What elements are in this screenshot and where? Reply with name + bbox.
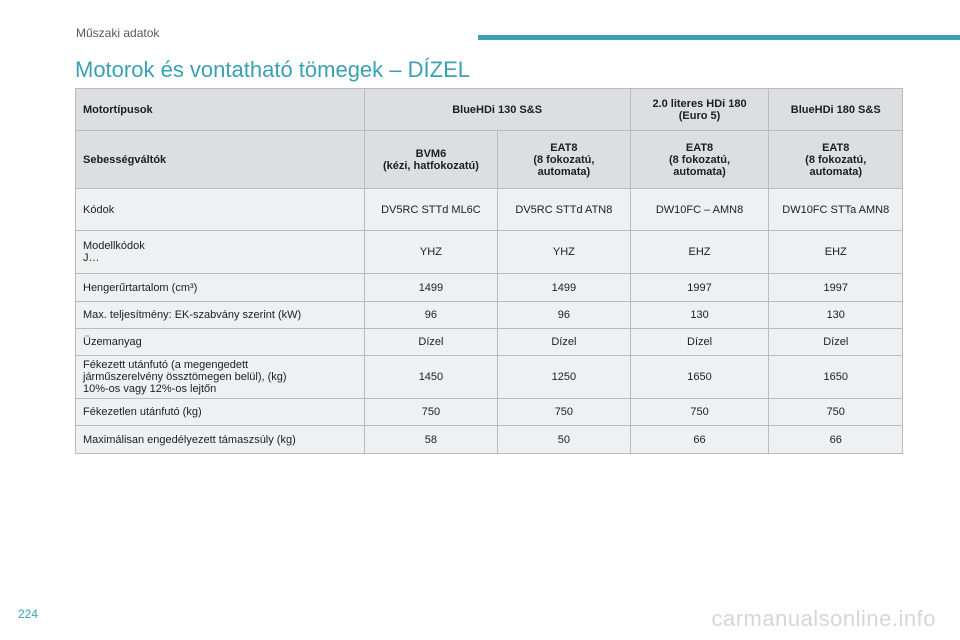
- row-label: Fékezetlen utánfutó (kg): [76, 399, 365, 426]
- table-cell: 1997: [769, 274, 903, 302]
- table-row: [76, 329, 903, 356]
- table-cell: 50: [498, 426, 630, 454]
- spec-table: [75, 88, 903, 454]
- table-cell: EHZ: [769, 231, 903, 274]
- engine-type-row: [76, 89, 903, 131]
- table-cell: 750: [769, 399, 903, 426]
- table-cell: Dízel: [498, 329, 630, 356]
- table-cell: 750: [630, 399, 769, 426]
- row-label: Hengerűrtartalom (cm³): [76, 274, 365, 302]
- table-cell: 750: [498, 399, 630, 426]
- table-cell: 1499: [364, 274, 497, 302]
- gearbox-cell: EAT8 (8 fokozatú, automata): [630, 131, 769, 189]
- table-cell: 1650: [630, 356, 769, 399]
- engine-type-cell: BlueHDi 180 S&S: [769, 89, 903, 131]
- engine-type-cell: BlueHDi 130 S&S: [364, 89, 630, 131]
- table-cell: Dízel: [769, 329, 903, 356]
- table-cell: 66: [630, 426, 769, 454]
- table-row: [76, 231, 903, 274]
- row-label: Fékezett utánfutó (a megengedett járműszerelvény össztömegen belül), (kg) 10%-os vagy 12%-os lejtőn: [76, 356, 365, 399]
- table-row: [76, 356, 903, 399]
- table-cell: Dízel: [630, 329, 769, 356]
- engine-type-cell: 2.0 literes HDi 180 (Euro 5): [630, 89, 769, 131]
- table-cell: Dízel: [364, 329, 497, 356]
- gearbox-row: [76, 131, 903, 189]
- gearbox-cell: EAT8 (8 fokozatú, automata): [498, 131, 630, 189]
- table-cell: 1250: [498, 356, 630, 399]
- table-cell: YHZ: [498, 231, 630, 274]
- gearbox-cell: BVM6 (kézi, hatfokozatú): [364, 131, 497, 189]
- row-label: Üzemanyag: [76, 329, 365, 356]
- page-number: 224: [18, 607, 39, 621]
- table-cell: 1650: [769, 356, 903, 399]
- table-cell: DV5RC STTd ML6C: [364, 189, 497, 231]
- table-cell: 96: [498, 302, 630, 329]
- header-accent-bar: [478, 35, 960, 40]
- table-cell: DV5RC STTd ATN8: [498, 189, 630, 231]
- row-label: Max. teljesítmény: EK-szabvány szerint (kW): [76, 302, 365, 329]
- row-label: Modellkódok J…: [76, 231, 365, 274]
- watermark: carmanualsonline.info: [711, 606, 936, 631]
- table-row: [76, 274, 903, 302]
- table-cell: 130: [630, 302, 769, 329]
- table-row: [76, 302, 903, 329]
- table-cell: 66: [769, 426, 903, 454]
- row-label: Sebességváltók: [76, 131, 365, 189]
- table-cell: 1450: [364, 356, 497, 399]
- table-cell: 1997: [630, 274, 769, 302]
- table-cell: DW10FC – AMN8: [630, 189, 769, 231]
- table-cell: YHZ: [364, 231, 497, 274]
- section-label: Műszaki adatok: [76, 26, 160, 40]
- gearbox-cell: EAT8 (8 fokozatú, automata): [769, 131, 903, 189]
- table-row: [76, 399, 903, 426]
- table-cell: DW10FC STTa AMN8: [769, 189, 903, 231]
- table-row: [76, 426, 903, 454]
- table-cell: 1499: [498, 274, 630, 302]
- row-label: Maximálisan engedélyezett támaszsúly (kg): [76, 426, 365, 454]
- row-label: Kódok: [76, 189, 365, 231]
- table-row: [76, 189, 903, 231]
- page-title: Motorok és vontatható tömegek – DÍZEL: [75, 57, 470, 82]
- table-cell: EHZ: [630, 231, 769, 274]
- row-label: Motortípusok: [76, 89, 365, 131]
- table-cell: 96: [364, 302, 497, 329]
- table-cell: 750: [364, 399, 497, 426]
- table-cell: 58: [364, 426, 497, 454]
- table-cell: 130: [769, 302, 903, 329]
